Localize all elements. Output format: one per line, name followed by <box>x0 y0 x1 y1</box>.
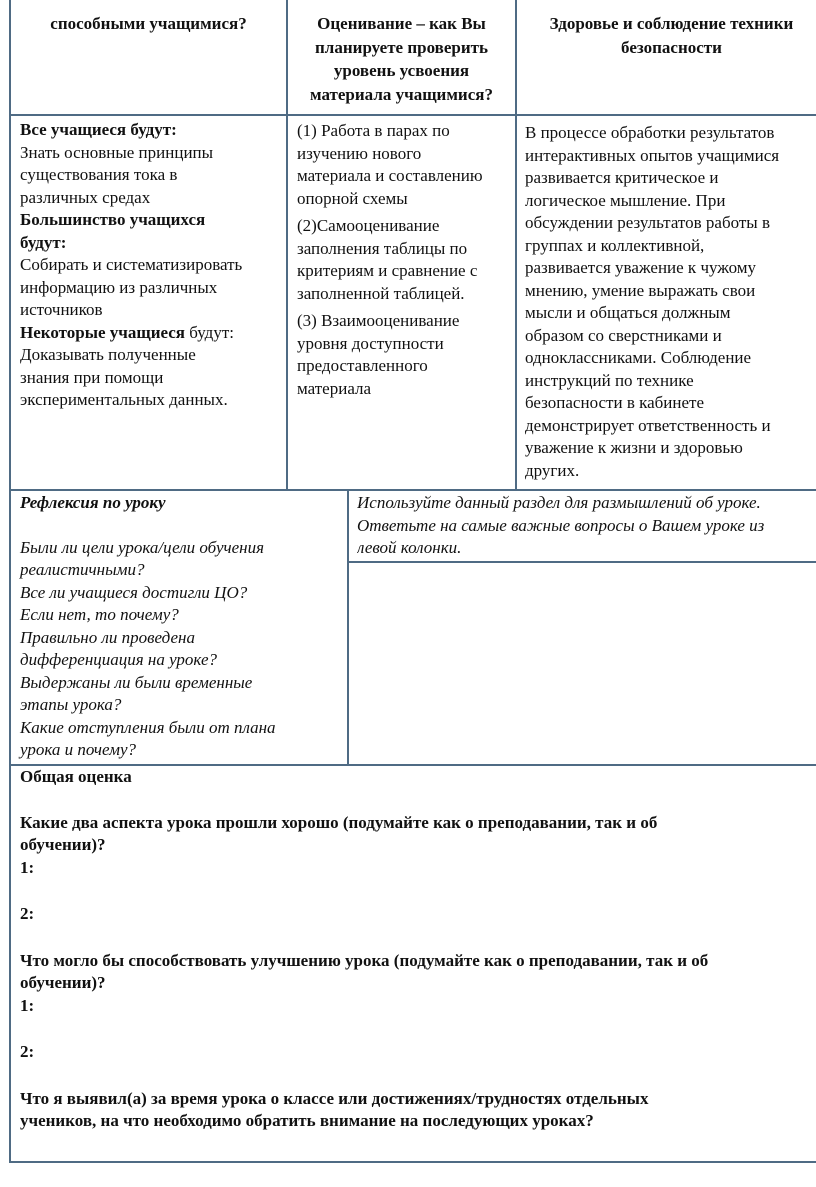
reflection-questions-cell <box>20 492 347 762</box>
health-safety-cell <box>525 122 816 482</box>
reflection-answer-area[interactable] <box>349 563 816 764</box>
most-students-line: источников <box>20 300 103 319</box>
assessment-line: изучению нового <box>297 143 422 163</box>
assessment-item-2 <box>297 215 515 305</box>
health-line: группах и коллективной, <box>525 235 705 255</box>
header-differentiation-cell <box>11 12 286 36</box>
spacer <box>20 1064 810 1088</box>
general-question-1: обучении)? <box>20 835 106 854</box>
health-line: демонстрирует ответственность и <box>525 415 771 435</box>
column-divider-2 <box>515 0 517 490</box>
header-assessment-line: материала учащимися? <box>310 84 493 104</box>
reflection-question-line: этапы урока? <box>20 695 122 714</box>
reflection-title: Рефлексия по уроку <box>20 493 166 512</box>
assessment-line: материала и составлению <box>297 166 483 185</box>
some-students-label: Некоторые учащиеся <box>20 322 185 342</box>
some-students-line: экспериментальных данных. <box>20 390 228 409</box>
assessment-item-1 <box>297 120 515 210</box>
reflection-question-line: Выдержаны ли были временные <box>20 672 253 692</box>
reflection-question-line: реалистичными? <box>20 560 145 579</box>
reflection-question-line: дифференциация на уроке? <box>20 650 217 669</box>
health-line: других. <box>525 460 580 480</box>
assessment-line: опорной схемы <box>297 188 408 208</box>
assessment-line: (2)Самооценивание <box>297 216 440 235</box>
all-students-line: Знать основные принципы <box>20 142 214 162</box>
spacer <box>20 926 810 950</box>
reflection-question-line: Были ли цели урока/цели обучения <box>20 537 264 557</box>
general-question-2: обучении)? <box>20 973 106 992</box>
health-line: инструкций по технике <box>525 370 694 390</box>
all-students-line: существования тока в <box>20 165 178 184</box>
health-line: логическое мышление. При <box>525 190 726 210</box>
health-line: одноклассниками. Соблюдение <box>525 348 752 367</box>
some-students-line: Доказывать полученные <box>20 345 196 364</box>
assessment-cell <box>297 120 515 400</box>
table-border-left <box>9 0 11 1163</box>
header-health-line: Здоровье и соблюдение техники <box>549 14 794 33</box>
header-bottom-border <box>9 114 816 116</box>
header-health-cell <box>527 12 816 59</box>
assessment-line: заполненной таблицей. <box>297 283 465 303</box>
question-2-answer-2[interactable]: 2: <box>20 1042 35 1061</box>
header-assessment-line: планируете проверить <box>315 37 488 57</box>
assessment-line: заполнения таблицы по <box>297 238 468 258</box>
reflection-question-line: Какие отступления были от плана <box>20 717 276 737</box>
header-differentiation-text: способными учащимися? <box>50 14 247 33</box>
question-2-answer-1[interactable]: 1: <box>20 995 35 1015</box>
differentiation-cell <box>20 119 286 412</box>
assessment-line: (3) Взаимооценивание <box>297 311 460 330</box>
reflection-question-line: Если нет, то почему? <box>20 605 179 624</box>
most-students-line: информацию из различных <box>20 277 218 297</box>
health-line: развивается уважение к чужому <box>525 258 757 277</box>
spacer <box>20 789 810 812</box>
health-line: интерактивных опытов учащимися <box>525 145 780 165</box>
header-assessment-line: Оценивание – как Вы <box>317 14 486 33</box>
health-line: мысли и общаться должным <box>525 303 731 322</box>
health-line: уважение к жизни и здоровью <box>525 438 743 457</box>
general-question-3: учеников, на что необходимо обратить внимание на последующих уроках? <box>20 1111 594 1130</box>
general-assessment-cell <box>20 766 810 1133</box>
general-title: Общая оценка <box>20 767 132 786</box>
reflection-hint-line: левой колонки. <box>357 538 462 557</box>
most-students-label: Большинство учащихся <box>20 210 206 229</box>
some-students-line: знания при помощи <box>20 367 164 387</box>
assessment-item-3 <box>297 310 515 400</box>
health-line: развивается критическое и <box>525 168 719 187</box>
assessment-line: критериям и сравнение с <box>297 261 478 280</box>
all-students-line: различных средах <box>20 187 151 207</box>
table-bottom-border <box>9 1161 816 1163</box>
reflection-question-line: урока и почему? <box>20 740 137 759</box>
some-students-heading <box>20 322 286 345</box>
reflection-question-line: Все ли учащиеся достигли ЦО? <box>20 582 248 602</box>
main-row-bottom-border <box>9 489 816 491</box>
reflection-hint-line: Ответьте на самые важные вопросы о Вашем уроке из <box>357 515 765 535</box>
reflection-hint-line: Используйте данный раздел для размышлений об уроке. <box>357 493 761 512</box>
general-question-3: Что я выявил(а) за время урока о классе или достижениях/трудностях отдельных <box>20 1088 649 1108</box>
health-line: мнению, умение выражать свои <box>525 280 756 300</box>
header-health-line: безопасности <box>621 37 722 57</box>
question-1-answer-2[interactable]: 2: <box>20 904 35 923</box>
assessment-line: (1) Работа в парах по <box>297 121 450 140</box>
general-question-1: Какие два аспекта урока прошли хорошо (подумайте как о преподавании, так и об <box>20 812 658 832</box>
header-assessment-cell <box>288 12 515 106</box>
question-1-answer-1[interactable]: 1: <box>20 857 35 877</box>
reflection-hint-cell <box>357 492 816 560</box>
general-question-2: Что могло бы способствовать улучшению урока (подумайте как о преподавании, так и об <box>20 950 709 970</box>
assessment-line: материала <box>297 378 372 398</box>
health-line: обсуждении результатов работы в <box>525 213 771 232</box>
health-line: безопасности в кабинете <box>525 393 705 412</box>
some-students-suffix: будут: <box>185 322 234 342</box>
health-line: образом со сверстниками и <box>525 325 722 345</box>
health-line: В процессе обработки результатов <box>525 123 775 142</box>
reflection-question-line: Правильно ли проведена <box>20 627 195 647</box>
most-students-line: Собирать и систематизировать <box>20 255 243 274</box>
header-assessment-line: уровень усвоения <box>333 61 470 80</box>
assessment-line: предоставленного <box>297 356 428 375</box>
all-students-label: Все учащиеся будут: <box>20 120 177 139</box>
assessment-line: уровня доступности <box>297 333 444 353</box>
most-students-label: будут: <box>20 232 67 252</box>
